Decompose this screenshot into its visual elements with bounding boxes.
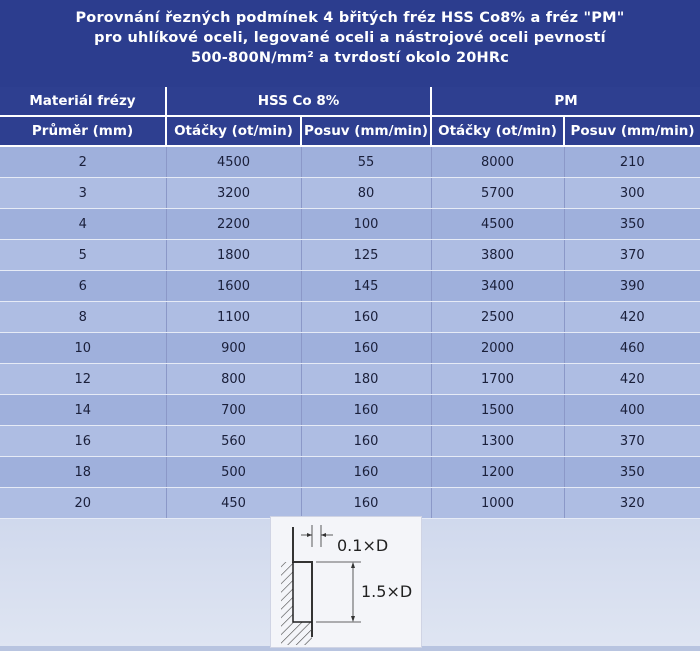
table-row [0,395,700,426]
cell-hss-feed: 100 [301,209,431,240]
cell-hss-feed: 125 [301,240,431,271]
cell-hss-feed: 160 [301,426,431,457]
workpiece-edge [293,562,312,622]
cell-pm-feed: 370 [564,426,700,457]
cell-hss-feed: 145 [301,271,431,302]
header-row-2 [0,116,700,146]
cell-pm-speed: 1300 [431,426,564,457]
table-row [0,333,700,364]
cell-pm-feed: 390 [564,271,700,302]
cell-pm-speed: 4500 [431,209,564,240]
cutting-depth-diagram [270,516,422,648]
cell-pm-feed: 370 [564,240,700,271]
cell-pm-feed: 400 [564,395,700,426]
cell-hss-speed: 1100 [166,302,301,333]
table-row [0,240,700,271]
cell-pm-speed: 2500 [431,302,564,333]
header-row-1 [0,87,700,116]
cell-hss-feed: 80 [301,178,431,209]
header-pm-feed: Posuv (mm/min) [564,116,700,146]
cell-pm-speed: 8000 [431,146,564,178]
header-hss-speed: Otáčky (ot/min) [166,116,301,146]
header-pm: PM [431,87,700,116]
cell-hss-speed: 900 [166,333,301,364]
cell-pm-speed: 1700 [431,364,564,395]
table-row [0,426,700,457]
cell-hss-speed: 2200 [166,209,301,240]
cell-diameter: 14 [0,395,166,426]
cell-hss-speed: 700 [166,395,301,426]
cell-hss-speed: 1800 [166,240,301,271]
axial-depth-label: 1.5×D [361,582,413,601]
cell-diameter: 16 [0,426,166,457]
title-band [0,0,700,87]
table-row [0,146,700,178]
cell-hss-speed: 800 [166,364,301,395]
cell-pm-feed: 460 [564,333,700,364]
tool-outline [293,527,312,637]
cell-pm-feed: 420 [564,364,700,395]
cell-diameter: 5 [0,240,166,271]
workpiece-hatch [281,562,312,645]
title-line-1: Porovnání řezných podmínek 4 břitých fréz HSS Co8% a fréz "PM" [75,10,625,26]
cell-hss-feed: 160 [301,488,431,519]
header-hss: HSS Co 8% [166,87,431,116]
cell-hss-speed: 4500 [166,146,301,178]
table-row [0,271,700,302]
cutting-depth-drawing [271,517,421,647]
cell-hss-speed: 1600 [166,271,301,302]
table-row [0,364,700,395]
header-diameter: Průměr (mm) [0,116,166,146]
table-row [0,457,700,488]
cell-diameter: 3 [0,178,166,209]
table-row [0,209,700,240]
cell-pm-speed: 3400 [431,271,564,302]
cell-pm-speed: 2000 [431,333,564,364]
cell-pm-feed: 300 [564,178,700,209]
cell-pm-feed: 420 [564,302,700,333]
cell-diameter: 2 [0,146,166,178]
cell-hss-feed: 160 [301,395,431,426]
cell-diameter: 20 [0,488,166,519]
cell-pm-speed: 1500 [431,395,564,426]
cell-pm-feed: 350 [564,209,700,240]
cell-hss-feed: 160 [301,302,431,333]
cell-pm-feed: 210 [564,146,700,178]
title-line-2: pro uhlíkové oceli, legované oceli a nástrojové oceli pevností [94,30,606,46]
cell-pm-speed: 1200 [431,457,564,488]
cell-hss-feed: 180 [301,364,431,395]
cell-hss-speed: 560 [166,426,301,457]
cell-hss-feed: 160 [301,457,431,488]
cell-diameter: 4 [0,209,166,240]
cell-pm-speed: 3800 [431,240,564,271]
cell-diameter: 6 [0,271,166,302]
table-row [0,488,700,519]
radial-depth-label: 0.1×D [337,536,389,555]
cell-diameter: 12 [0,364,166,395]
table-row [0,178,700,209]
cell-diameter: 18 [0,457,166,488]
title-line-3: 500-800N/mm² a tvrdostí okolo 20HRc [190,50,510,66]
cell-pm-speed: 1000 [431,488,564,519]
cell-pm-feed: 320 [564,488,700,519]
cutting-conditions-table [0,87,700,519]
table-row [0,302,700,333]
header-material: Materiál frézy [0,87,166,116]
cell-hss-feed: 160 [301,333,431,364]
cell-diameter: 10 [0,333,166,364]
cell-diameter: 8 [0,302,166,333]
cell-hss-feed: 55 [301,146,431,178]
cell-pm-speed: 5700 [431,178,564,209]
cell-pm-feed: 350 [564,457,700,488]
header-hss-feed: Posuv (mm/min) [301,116,431,146]
cell-hss-speed: 500 [166,457,301,488]
cell-hss-speed: 450 [166,488,301,519]
cell-hss-speed: 3200 [166,178,301,209]
header-pm-speed: Otáčky (ot/min) [431,116,564,146]
